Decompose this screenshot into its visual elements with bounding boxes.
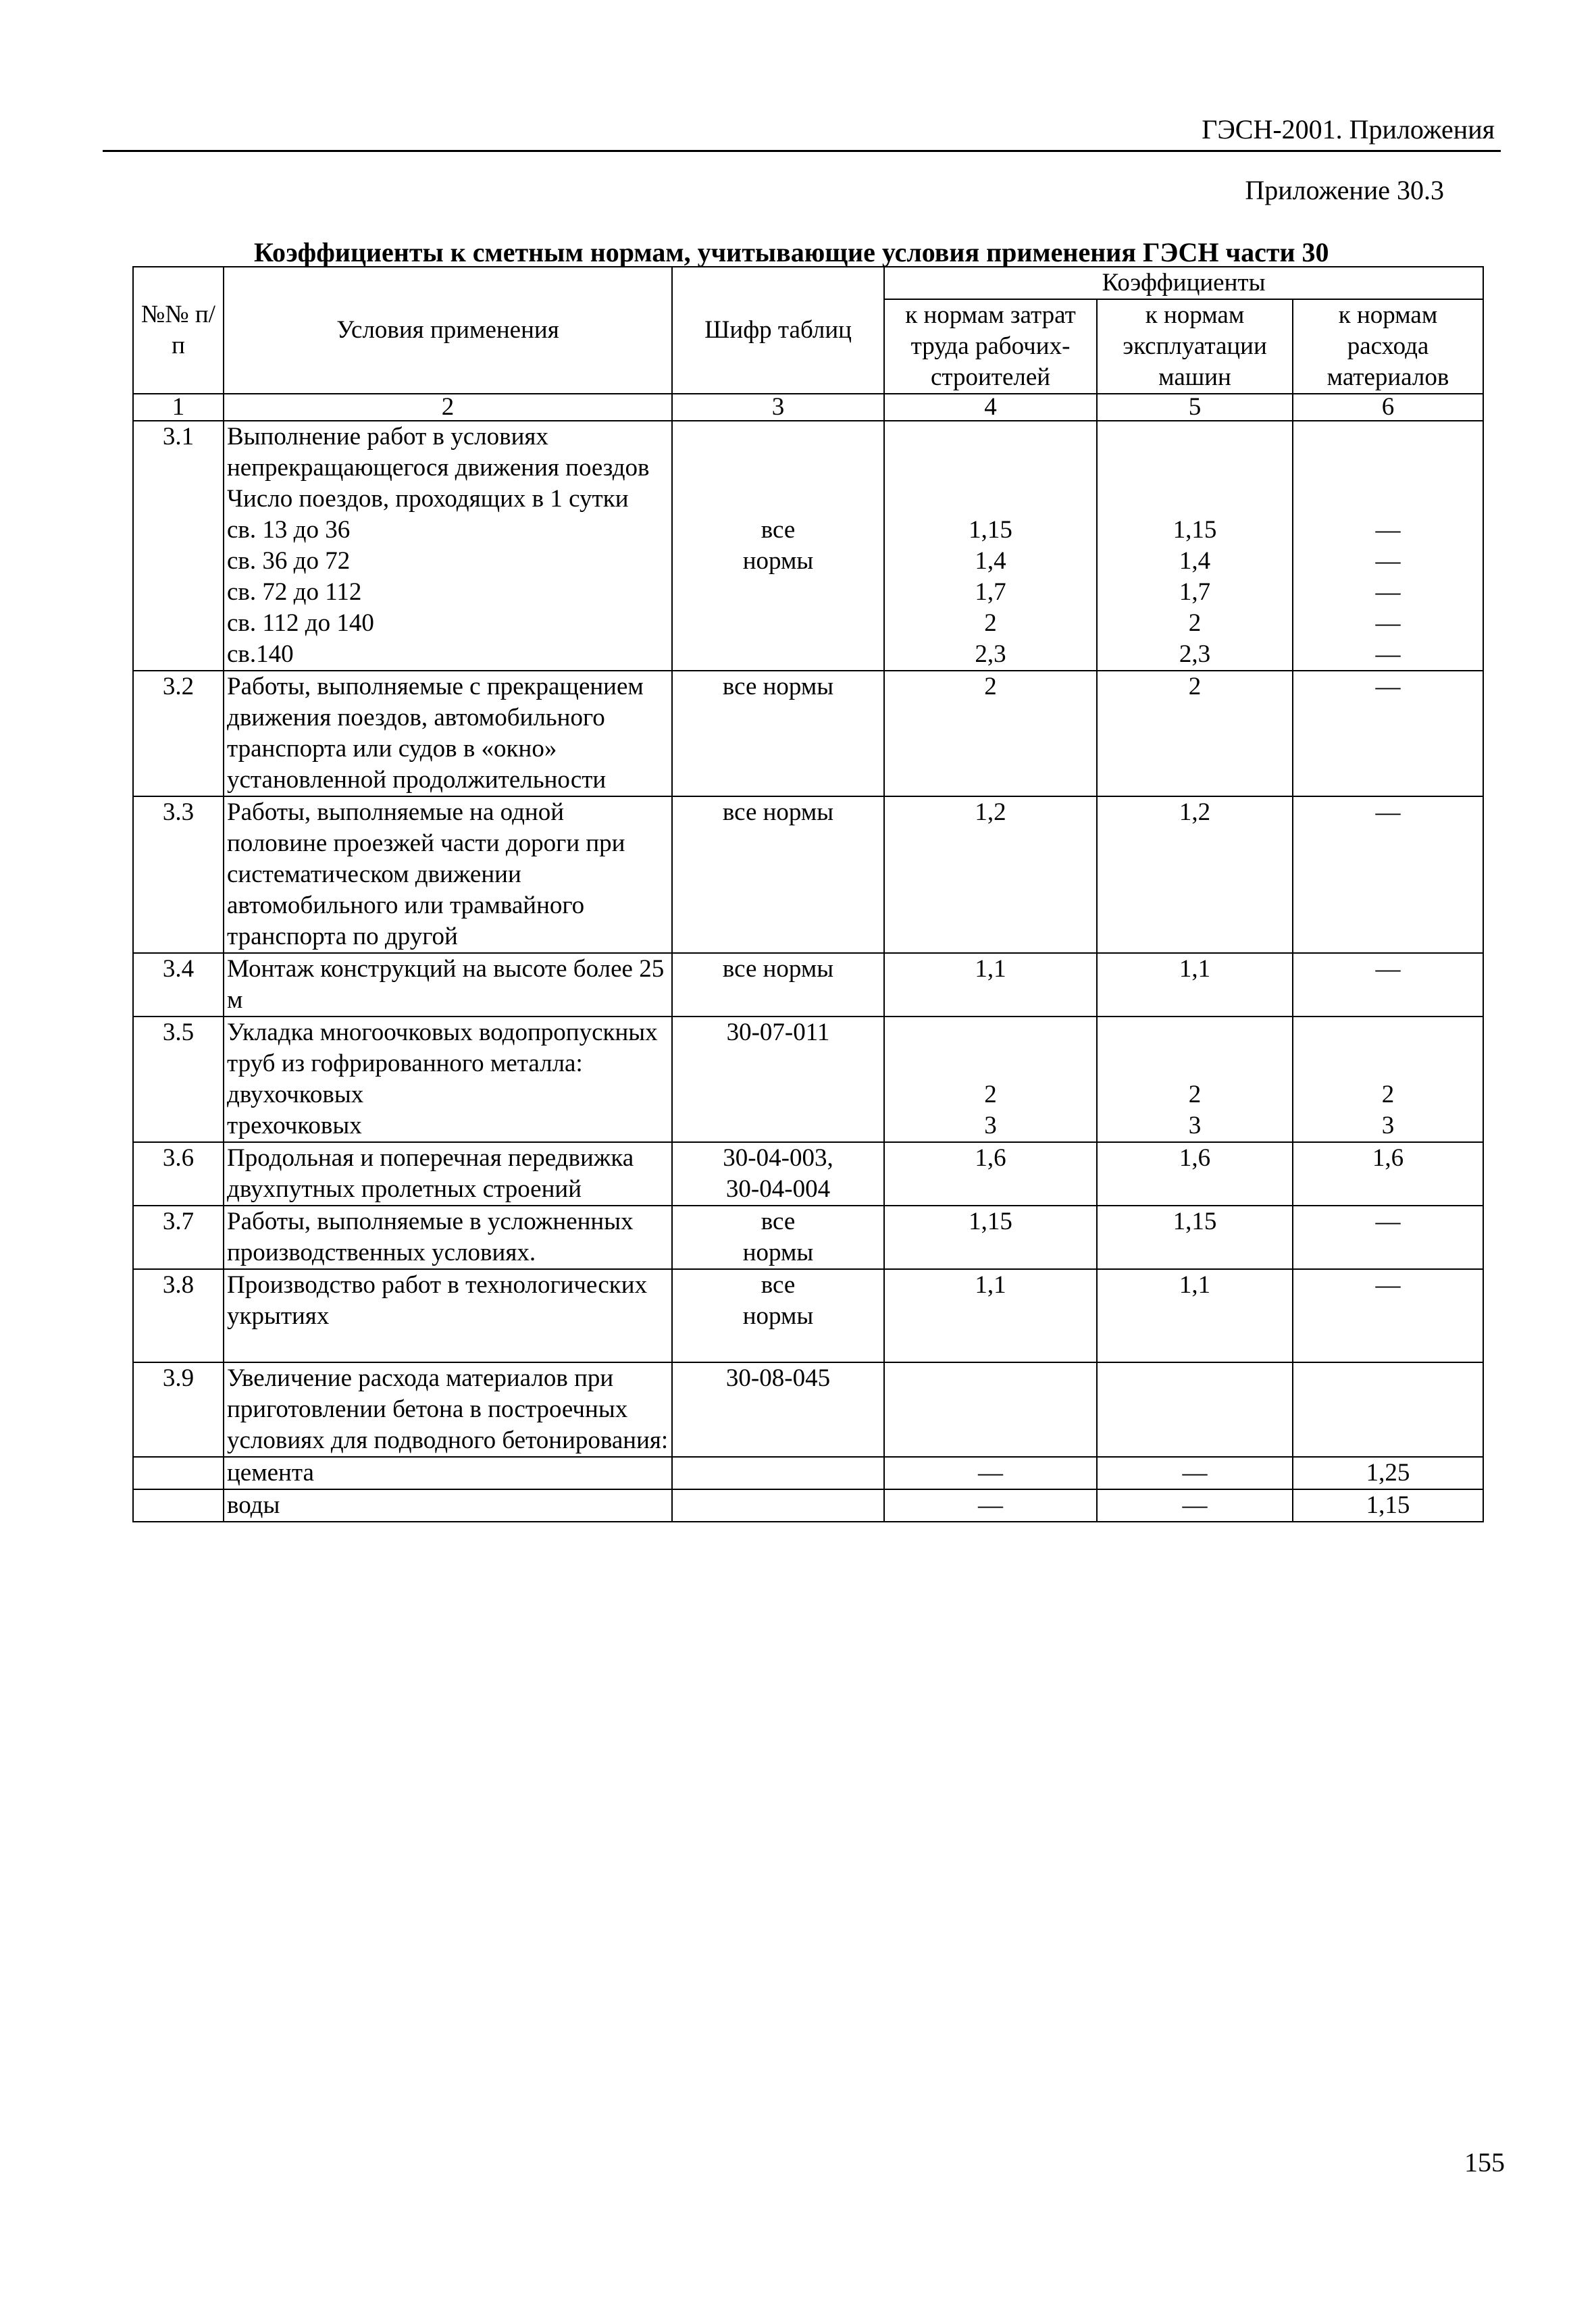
row-machines: [1097, 1017, 1293, 1142]
row-number: 3.7: [133, 1206, 224, 1269]
code-line: нормы: [742, 1302, 814, 1330]
table-row: [133, 1269, 1483, 1362]
row-conditions: [224, 1017, 672, 1142]
col-header-labor: к нормам затрат труда рабочих-строителей: [884, 299, 1097, 394]
row-code: [672, 1206, 884, 1269]
coef-value: 1,2: [884, 796, 1097, 953]
coef-value: —: [1097, 1489, 1293, 1522]
coef-value: 1,15: [1097, 1206, 1293, 1269]
empty-cell: [1097, 1362, 1293, 1457]
col-header-materials: к нормам расхода материалов: [1293, 299, 1483, 394]
coef-value: 2: [884, 671, 1097, 796]
col-header-code: Шифр таблиц: [672, 267, 884, 394]
code-line: 30-04-003,: [723, 1144, 833, 1172]
row-labor: [884, 421, 1097, 671]
row-number: 3.9: [133, 1362, 224, 1457]
coef-value: 2: [1097, 671, 1293, 796]
table-header-row: [133, 267, 1483, 299]
code-line: все: [761, 516, 796, 544]
col-number: 2: [224, 394, 672, 421]
coef-value: 1,25: [1293, 1457, 1483, 1489]
coef-value: —: [1375, 609, 1401, 637]
row-subtitle: Число поездов, проходящих в 1 сутки: [227, 485, 629, 513]
empty-cell: [133, 1457, 224, 1489]
sub-condition: св.140: [227, 640, 294, 668]
row-number: 3.1: [133, 421, 224, 671]
coef-value: 1,6: [1097, 1142, 1293, 1206]
row-conditions: Увеличение расхода материалов при приготовлении бетона в построечных условиях для подводного бетонирования:: [224, 1362, 672, 1457]
code-line: все: [761, 1271, 796, 1299]
sub-condition: св. 72 до 112: [227, 578, 362, 606]
empty-cell: [133, 1489, 224, 1522]
document-header-title: ГЭСН-2001. Приложения: [1202, 114, 1495, 145]
column-numbers-row: [133, 394, 1483, 421]
col-number: 6: [1293, 394, 1483, 421]
coef-value: 2: [1188, 609, 1202, 637]
code-line: нормы: [742, 1239, 814, 1266]
coef-value: —: [1375, 547, 1401, 575]
sub-condition: св. 36 до 72: [227, 547, 351, 575]
table-row: [133, 1017, 1483, 1142]
coef-value: 3: [1188, 1112, 1202, 1139]
coef-value: 1,4: [975, 547, 1006, 575]
coef-value: 2: [1381, 1081, 1395, 1108]
empty-cell: [672, 1457, 884, 1489]
col-number: 1: [133, 394, 224, 421]
row-code: все нормы: [672, 796, 884, 953]
coef-value: 2,3: [975, 640, 1006, 668]
row-number: 3.3: [133, 796, 224, 953]
row-conditions: [224, 421, 672, 671]
coef-value: —: [1097, 1457, 1293, 1489]
coefficients-table: [132, 266, 1484, 1522]
header-divider: [103, 150, 1501, 152]
row-number: 3.8: [133, 1269, 224, 1362]
coef-value: —: [1293, 1206, 1483, 1269]
sub-condition: св. 112 до 140: [227, 609, 374, 637]
coef-value: 1,6: [884, 1142, 1097, 1206]
row-conditions: воды: [224, 1489, 672, 1522]
row-code: все нормы: [672, 671, 884, 796]
row-number: 3.5: [133, 1017, 224, 1142]
coef-value: 1,15: [884, 1206, 1097, 1269]
page-number: 155: [1464, 2147, 1505, 2178]
table-row: [133, 1206, 1483, 1269]
coef-value: 2: [984, 609, 997, 637]
table-row: [133, 671, 1483, 796]
row-conditions: Работы, выполняемые с прекращением движения поездов, автомобильного транспорта или судов в «окно» установленной продолжительности: [224, 671, 672, 796]
table-row: [133, 796, 1483, 953]
coef-value: 1,1: [884, 953, 1097, 1017]
coef-value: 2: [984, 1081, 997, 1108]
row-materials: [1293, 421, 1483, 671]
row-code: 30-08-045: [672, 1362, 884, 1457]
coef-value: 1,6: [1293, 1142, 1483, 1206]
col-header-machines: к нормам эксплуатации машин: [1097, 299, 1293, 394]
col-header-num: №№ п/п: [133, 267, 224, 394]
coef-value: 1,15: [969, 516, 1012, 544]
sub-condition: трехочковых: [227, 1112, 362, 1139]
table-row: [133, 1457, 1483, 1489]
row-conditions: цемента: [224, 1457, 672, 1489]
col-number: 5: [1097, 394, 1293, 421]
coef-value: 1,7: [1179, 578, 1211, 606]
coef-value: 3: [1381, 1112, 1395, 1139]
col-header-coefficients: Коэффициенты: [884, 267, 1483, 299]
table-row: [133, 1489, 1483, 1522]
row-title: Выполнение работ в условиях непрекращающегося движения поездов: [227, 423, 650, 482]
row-materials: [1293, 1017, 1483, 1142]
coef-value: —: [1293, 953, 1483, 1017]
coef-value: 1,15: [1173, 516, 1217, 544]
row-number: 3.2: [133, 671, 224, 796]
code-line: все: [761, 1208, 796, 1235]
row-machines: [1097, 421, 1293, 671]
row-conditions: Продольная и поперечная передвижка двухпутных пролетных строений: [224, 1142, 672, 1206]
row-code: [672, 1269, 884, 1362]
coef-value: 1,15: [1293, 1489, 1483, 1522]
coef-value: 2,3: [1179, 640, 1211, 668]
coef-value: 1,4: [1179, 547, 1211, 575]
row-code: 30-07-011: [672, 1017, 884, 1142]
coef-value: 2: [1188, 1081, 1202, 1108]
col-number: 4: [884, 394, 1097, 421]
coef-value: —: [1293, 671, 1483, 796]
row-title: Укладка многоочковых водопропускных труб из гофрированного металла:: [227, 1019, 658, 1077]
coef-value: 3: [984, 1112, 997, 1139]
coef-value: 1,1: [884, 1269, 1097, 1362]
coef-value: —: [884, 1457, 1097, 1489]
empty-cell: [672, 1489, 884, 1522]
appendix-label: Приложение 30.3: [1245, 175, 1444, 205]
coef-value: —: [884, 1489, 1097, 1522]
coef-value: 1,2: [1097, 796, 1293, 953]
row-conditions: Работы, выполняемые на одной половине проезжей части дороги при систематическом движении автомобильного или трамвайного транспорта по другой: [224, 796, 672, 953]
sub-condition: св. 13 до 36: [227, 516, 351, 544]
code-line: 30-04-004: [725, 1175, 831, 1203]
coef-value: 1,1: [1097, 953, 1293, 1017]
row-conditions: Производство работ в технологических укрытиях: [224, 1269, 672, 1362]
sub-condition: двухочковых: [227, 1081, 364, 1108]
row-number: 3.6: [133, 1142, 224, 1206]
empty-cell: [884, 1362, 1097, 1457]
coef-value: —: [1375, 516, 1401, 544]
coef-value: —: [1375, 640, 1401, 668]
empty-cell: [1293, 1362, 1483, 1457]
row-code: [672, 421, 884, 671]
coef-value: —: [1293, 796, 1483, 953]
col-header-conditions: Условия применения: [224, 267, 672, 394]
coef-value: —: [1375, 578, 1401, 606]
table-row: [133, 1362, 1483, 1457]
coef-value: —: [1293, 1269, 1483, 1362]
table-caption: Коэффициенты к сметным нормам, учитывающие условия применения ГЭСН части 30: [254, 237, 1329, 267]
row-code: [672, 1142, 884, 1206]
coef-value: 1,7: [975, 578, 1006, 606]
col-number: 3: [672, 394, 884, 421]
table-row: [133, 1142, 1483, 1206]
row-labor: [884, 1017, 1097, 1142]
row-code: все нормы: [672, 953, 884, 1017]
coef-value: 1,1: [1097, 1269, 1293, 1362]
table-row: [133, 421, 1483, 671]
row-number: 3.4: [133, 953, 224, 1017]
code-line: нормы: [742, 547, 814, 575]
row-conditions: Работы, выполняемые в усложненных производственных условиях.: [224, 1206, 672, 1269]
row-conditions: Монтаж конструкций на высоте более 25 м: [224, 953, 672, 1017]
table-row: [133, 953, 1483, 1017]
